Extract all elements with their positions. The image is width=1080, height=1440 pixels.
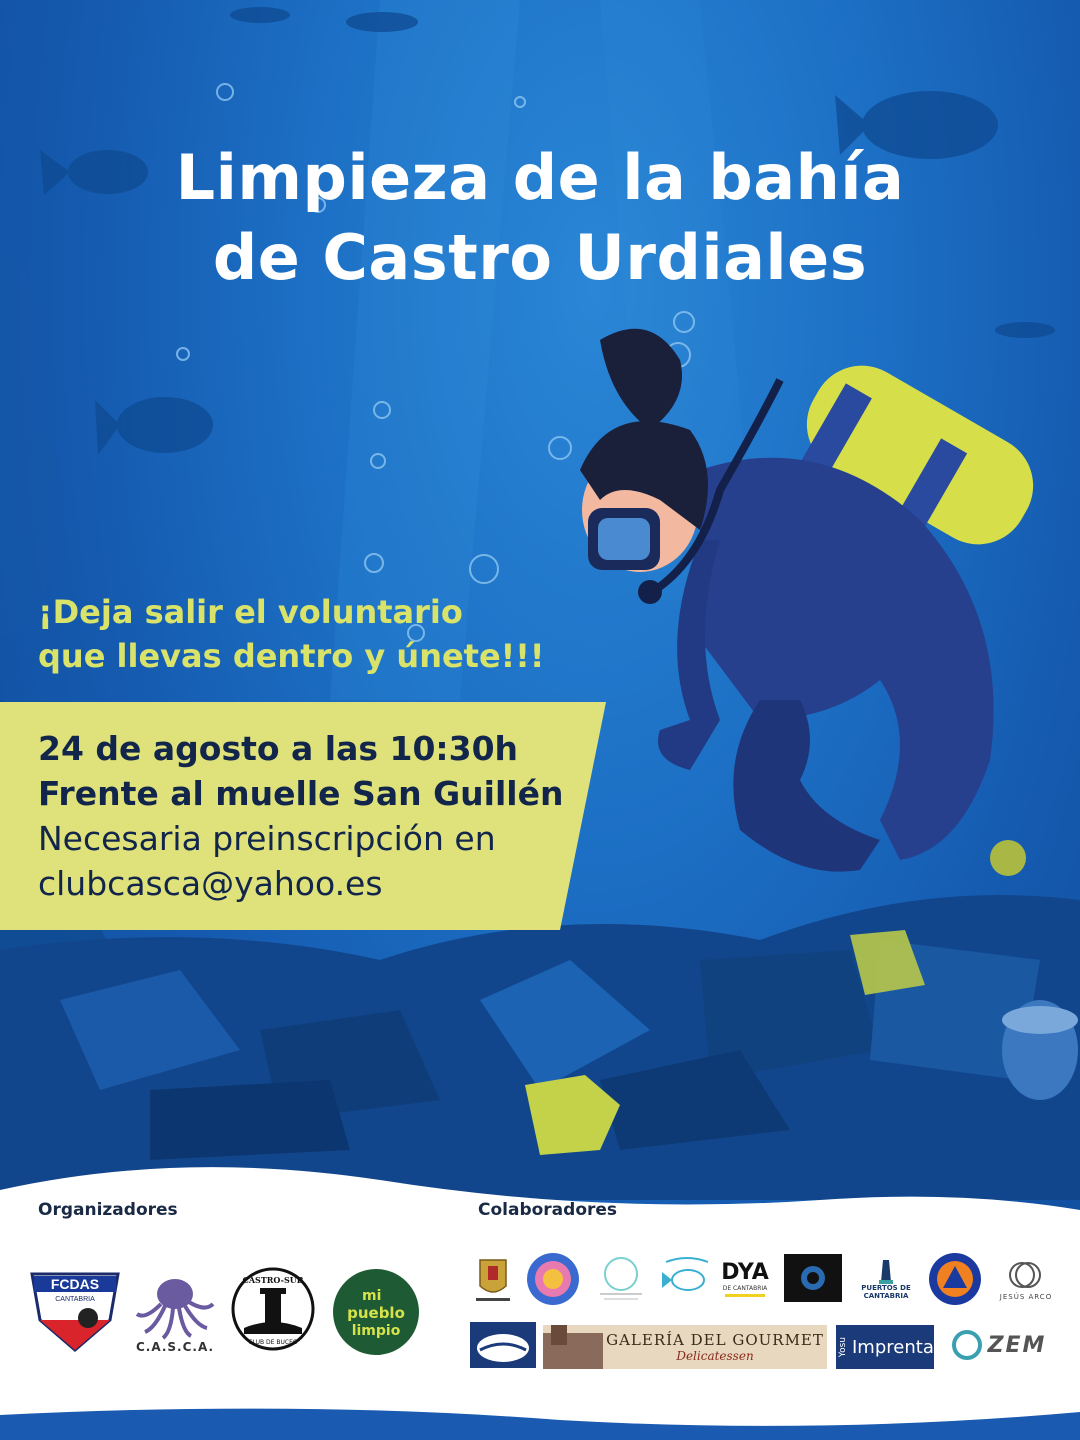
imprenta-prefix: Yosu [838, 1336, 848, 1358]
dya-logo [718, 1254, 772, 1302]
galeria-gourmet-logo [543, 1325, 827, 1369]
event-info-text [38, 726, 563, 906]
fcdas-sub-text: CANTABRIA [55, 1296, 95, 1303]
zem-logo [944, 1325, 1052, 1365]
casca-text: C.A.S.C.A. [135, 1340, 215, 1354]
slogan [38, 590, 544, 678]
fish-icon [658, 1250, 716, 1308]
imprenta-logo [836, 1325, 934, 1369]
galeria-sub-text: Delicatessen [676, 1349, 754, 1363]
title-line-2: de Castro Urdiales [212, 221, 868, 294]
event-date: 24 de agosto a las 10:30h [38, 729, 519, 768]
proteccion-civil-logo [928, 1252, 982, 1306]
imprenta-text: Imprenta [852, 1336, 934, 1358]
zem-ring-icon [950, 1328, 984, 1362]
diver-illustration [580, 329, 1051, 872]
fcdas-text: FCDAS [50, 1276, 100, 1292]
duduffreno-logo [470, 1322, 536, 1368]
castro-sub-sub-text: CLUB DE BUCEO [248, 1339, 298, 1346]
mpl-word-3: limpio [351, 1323, 401, 1339]
slogan-line-2: que llevas dentro y únete!!! [38, 637, 545, 675]
ayuntamiento-castro-logo [470, 1250, 516, 1308]
registration-note: Necesaria preinscripción en [38, 819, 496, 858]
casca-logo [130, 1262, 220, 1362]
zem-text: ZEM [987, 1332, 1047, 1358]
mpl-word-2: pueblo [347, 1304, 405, 1322]
jesus-arco-logo [996, 1250, 1056, 1308]
coat-of-arms-icon [470, 1250, 516, 1308]
jesus-arco-text: JESÚS ARCO [999, 1293, 1053, 1301]
dya-text: DYA [721, 1259, 769, 1285]
castro-sub-text: CASTRO-SUB [242, 1275, 304, 1285]
mundo-oceanico-logo [784, 1254, 842, 1302]
registration-email: clubcasca@yahoo.es [38, 864, 383, 903]
octopus-icon [135, 1270, 215, 1340]
organizers-label: Organizadores [38, 1200, 178, 1220]
la-escuela-logo [592, 1250, 650, 1308]
dya-stripe [725, 1294, 765, 1297]
oceanidas-logo [658, 1250, 716, 1308]
galeria-text: GALERÍA DEL GOURMET [606, 1331, 824, 1349]
collaborators-label: Colaboradores [478, 1200, 618, 1220]
mpl-word-1: mi [362, 1288, 382, 1304]
dya-sub-text: DE CANTABRIA [722, 1284, 768, 1292]
event-place: Frente al muelle San Guillén [38, 774, 564, 813]
puertos-cantabria-logo [850, 1254, 922, 1304]
lighthouse-icon [871, 1258, 901, 1284]
colorful-circle-logo [526, 1252, 580, 1306]
slogan-line-1: ¡Deja salir el voluntario [38, 593, 463, 631]
castro-sub-logo [230, 1266, 316, 1352]
mi-pueblo-limpio-logo [332, 1268, 420, 1356]
fcdas-logo [30, 1270, 120, 1352]
poster-title [0, 138, 1080, 298]
puertos-text: PUERTOS DE CANTABRIA [861, 1284, 911, 1300]
title-line-1: Limpieza de la bahía [175, 141, 905, 214]
